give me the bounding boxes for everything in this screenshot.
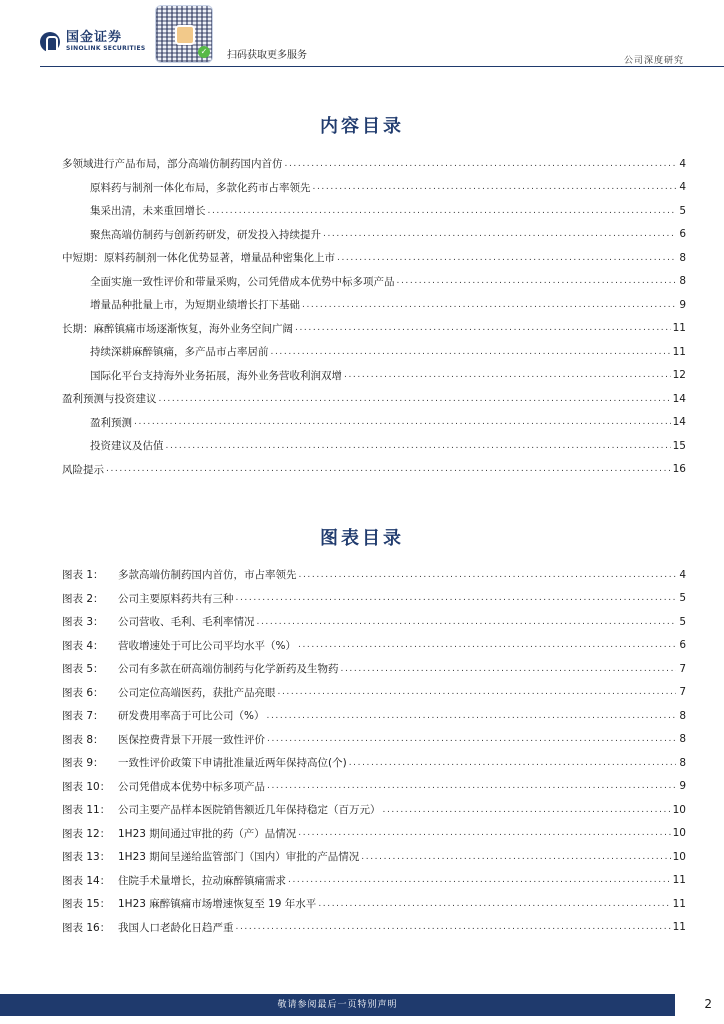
figure-entry[interactable] (62, 728, 686, 752)
toc-entry-title: 全面实施一致性评价和带量采购，公司凭借成本优势中标多项产品 (90, 275, 395, 288)
toc-leader (344, 370, 671, 380)
figure-page: 5 (679, 615, 686, 628)
figures-list (62, 563, 686, 939)
company-logo (40, 30, 145, 53)
figure-entry[interactable] (62, 610, 686, 634)
contents-list (62, 152, 686, 481)
figure-entry[interactable] (62, 751, 686, 775)
figure-leader (298, 828, 670, 838)
figure-entry[interactable] (62, 681, 686, 705)
figure-entry[interactable] (62, 775, 686, 799)
figure-leader (267, 781, 676, 791)
toc-leader (313, 182, 677, 192)
toc-entry-title: 增量品种批量上市，为短期业绩增长打下基础 (90, 299, 300, 312)
figure-page: 10 (672, 827, 686, 840)
toc-entry-page: 15 (672, 439, 686, 452)
figure-entry[interactable] (62, 822, 686, 846)
toc-leader (208, 206, 677, 216)
figure-label: 图表 8： (62, 733, 104, 746)
toc-entry-title: 集采出清，未来重回增长 (90, 205, 206, 218)
toc-leader (302, 300, 676, 310)
toc-entry[interactable] (62, 199, 686, 223)
figure-entry[interactable] (62, 657, 686, 681)
toc-entry-title: 聚焦高端仿制药与创新药研发，研发投入持续提升 (90, 228, 321, 241)
toc-entry-page: 9 (679, 298, 686, 311)
toc-entry-page: 16 (672, 463, 686, 476)
figure-entry[interactable] (62, 587, 686, 611)
figure-title: 我国人口老龄化日趋严重 (118, 921, 234, 934)
toc-entry[interactable] (62, 411, 686, 435)
footer-notice: 敬请参阅最后一页特别声明 (277, 1000, 398, 1010)
figure-page: 8 (679, 756, 686, 769)
toc-entry[interactable] (62, 434, 686, 458)
toc-entry-page: 14 (672, 416, 686, 429)
logo-chinese-name: 国金证券 (66, 30, 123, 45)
figures-title: 图表目录 (320, 528, 404, 549)
scan-prompt: 扫码获取更多服务 (227, 50, 307, 61)
toc-entry[interactable] (62, 270, 686, 294)
figure-leader (267, 734, 676, 744)
figure-page: 7 (679, 686, 686, 699)
figure-leader (288, 875, 671, 885)
toc-entry-page: 5 (679, 204, 686, 217)
toc-entry-title: 盈利预测 (90, 416, 132, 429)
figure-leader (236, 593, 677, 603)
figure-title: 公司主要产品样本医院销售额近几年保持稳定（百万元） (118, 804, 381, 817)
figure-leader (341, 664, 677, 674)
figure-title: 公司凭借成本优势中标多项产品 (118, 780, 265, 793)
figure-leader (266, 711, 676, 721)
figure-leader (361, 852, 670, 862)
figure-title: 公司定位高端医药，获批产品亮眼 (118, 686, 276, 699)
figure-page: 10 (672, 803, 686, 816)
toc-leader (295, 323, 671, 333)
figure-label: 图表 13： (62, 851, 111, 864)
logo-english-name: SINOLINK SECURITIES (66, 45, 146, 52)
figure-label: 图表 12： (62, 827, 111, 840)
figure-label: 图表 7： (62, 710, 104, 723)
toc-entry[interactable] (62, 387, 686, 411)
figure-label: 图表 10： (62, 780, 111, 793)
figure-page: 10 (672, 850, 686, 863)
toc-entry-title: 持续深耕麻醉镇痛，多产品市占率居前 (90, 346, 269, 359)
figure-title: 公司有多款在研高端仿制药与化学新药及生物药 (118, 663, 339, 676)
toc-entry-title: 多领域进行产品布局，部分高端仿制药国内首仿 (62, 158, 283, 171)
figure-page: 8 (679, 733, 686, 746)
contents-title: 内容目录 (320, 116, 404, 137)
figure-label: 图表 6： (62, 686, 104, 699)
toc-entry[interactable] (62, 293, 686, 317)
toc-entry-title: 盈利预测与投资建议 (62, 393, 157, 406)
figure-page: 6 (679, 639, 686, 652)
toc-leader (271, 347, 671, 357)
figure-title: 一致性评价政策下申请批准量近两年保持高位(个) (118, 757, 347, 770)
figure-label: 图表 2： (62, 592, 104, 605)
figure-page: 7 (679, 662, 686, 675)
toc-entry-page: 11 (672, 322, 686, 335)
figure-leader (318, 899, 670, 909)
figure-entry[interactable] (62, 798, 686, 822)
toc-entry[interactable] (62, 246, 686, 270)
page-header (0, 0, 724, 68)
toc-entry-page: 14 (672, 392, 686, 405)
figure-label: 图表 5： (62, 663, 104, 676)
toc-leader (323, 229, 676, 239)
toc-entry-page: 4 (679, 181, 686, 194)
figure-page: 11 (672, 874, 686, 887)
figure-label: 图表 15： (62, 898, 111, 911)
figure-label: 图表 4： (62, 639, 104, 652)
figure-title: 营收增速处于可比公司平均水平（%） (118, 639, 296, 652)
figure-entry[interactable] (62, 704, 686, 728)
figure-label: 图表 3： (62, 616, 104, 629)
figure-leader (278, 687, 677, 697)
figure-title: 1H23 期间呈递给监管部门（国内）审批的产品情况 (118, 851, 360, 864)
toc-leader (159, 394, 671, 404)
figure-leader (257, 617, 677, 627)
figure-entry[interactable] (62, 634, 686, 658)
figure-label: 图表 9： (62, 757, 104, 770)
figure-leader (236, 922, 671, 932)
header-divider (40, 66, 724, 67)
figure-label: 图表 11： (62, 804, 111, 817)
figure-title: 1H23 期间通过审批的药（产）品情况 (118, 827, 297, 840)
toc-entry-page: 6 (679, 228, 686, 241)
toc-leader (397, 276, 677, 286)
toc-leader (337, 253, 676, 263)
toc-entry[interactable] (62, 458, 686, 482)
figure-title: 1H23 麻醉镇痛市场增速恢复至 19 年水平 (118, 898, 317, 911)
figure-page: 4 (679, 568, 686, 581)
toc-entry-title: 原料药与制剂一体化布局，多款化药市占率领先 (90, 181, 311, 194)
toc-entry[interactable] (62, 176, 686, 200)
figure-leader (349, 758, 676, 768)
toc-entry-title: 中短期：原料药制剂一体化优势显著，增量品种密集化上市 (62, 252, 335, 265)
figure-page: 5 (679, 592, 686, 605)
figure-title: 公司营收、毛利、毛利率情况 (118, 616, 255, 629)
toc-leader (106, 464, 671, 474)
figure-label: 图表 16： (62, 921, 111, 934)
toc-leader (134, 417, 671, 427)
toc-entry-page: 8 (679, 251, 686, 264)
toc-entry[interactable] (62, 152, 686, 176)
toc-entry[interactable] (62, 340, 686, 364)
toc-entry[interactable] (62, 364, 686, 388)
figure-page: 8 (679, 709, 686, 722)
toc-entry-page: 8 (679, 275, 686, 288)
toc-entry[interactable] (62, 223, 686, 247)
figure-page: 11 (672, 897, 686, 910)
figure-title: 医保控费背景下开展一致性评价 (118, 733, 265, 746)
figure-entry[interactable] (62, 916, 686, 940)
figure-title: 多款高端仿制药国内首仿，市占率领先 (118, 569, 297, 582)
toc-entry-page: 4 (679, 157, 686, 170)
figure-page: 11 (672, 921, 686, 934)
toc-entry-title: 风险提示 (62, 463, 104, 476)
figure-title: 研发费用率高于可比公司（%） (118, 710, 265, 723)
toc-entry-title: 长期：麻醉镇痛市场逐渐恢复，海外业务空间广阔 (62, 322, 293, 335)
toc-entry-page: 12 (672, 369, 686, 382)
toc-leader (285, 159, 677, 169)
figure-leader (298, 640, 676, 650)
figure-page: 9 (679, 780, 686, 793)
toc-entry-title: 国际化平台支持海外业务拓展，海外业务营收利润双增 (90, 369, 342, 382)
figure-title: 住院手术量增长，拉动麻醉镇痛需求 (118, 874, 286, 887)
figure-entry[interactable] (62, 892, 686, 916)
figure-leader (383, 805, 671, 815)
service-badge-icon: ✓ (198, 46, 210, 58)
logo-mark-icon (40, 32, 60, 52)
toc-entry-title: 投资建议及估值 (90, 440, 164, 453)
report-type-label: 公司深度研究 (623, 56, 684, 66)
page-number: 2 (704, 997, 712, 1011)
toc-entry-page: 11 (672, 345, 686, 358)
toc-leader (166, 441, 671, 451)
figure-entry[interactable] (62, 869, 686, 893)
figure-leader (299, 570, 677, 580)
figure-label: 图表 14： (62, 874, 111, 887)
figure-label: 图表 1： (62, 569, 104, 582)
figure-title: 公司主要原料药共有三种 (118, 592, 234, 605)
figure-entry[interactable] (62, 845, 686, 869)
toc-entry[interactable] (62, 317, 686, 341)
figure-entry[interactable] (62, 563, 686, 587)
